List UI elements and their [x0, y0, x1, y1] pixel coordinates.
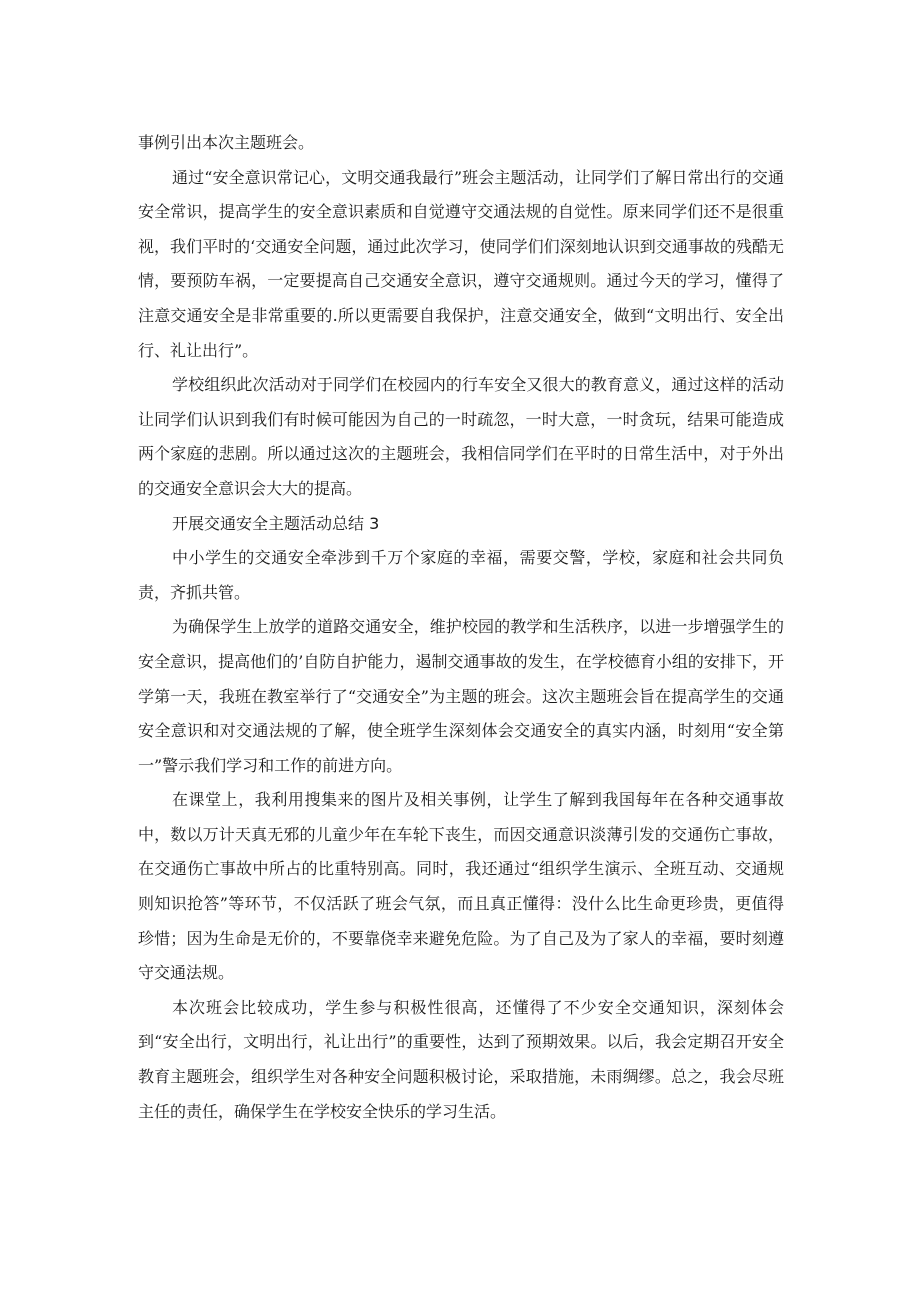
paragraph-classroom-activities: 在课堂上，我利用搜集来的图片及相关事例，让学生了解到我国每年在各种交通事故中，数以万计天真无邪的儿童少年在车轮下丧生，而因交通意识淡薄引发的交通伤亡事故，在交通伤亡事故中所占的比重特别高。同时，我还通过“组织学生演示、全班互动、交通规则知识抢答”等环节，不仅活跃了班会气氛，而且真正懂得：没什么比生命更珍贵，更值得珍惜；因为生命是无价的，不要靠侥幸来避免危险。为了自己及为了家人的幸福，要时刻遵守交通法规。 [138, 790, 784, 983]
paragraph-shared-responsibility: 中小学生的交通安全牵涉到千万个家庭的幸福，需要交警，学校，家庭和社会共同负责，齐抓共管。 [138, 548, 784, 602]
paragraph-activity-summary: 通过“安全意识常记心，文明交通我最行”班会主题活动，让同学们了解日常出行的交通安全常识，提高学生的安全意识素质和自觉遵守交通法规的自觉性。原来同学们还不是很重视，我们平时的‘交通安全问题，通过此次学习，使同学们们深刻地认识到交通事故的残酷无情，要预防车祸，一定要提高自己交通安全意识，遵守交通规则。通过今天的学习，懂得了注意交通安全是非常重要的.所以更需要自我保护，注意交通安全，做到“文明出行、安全出行、礼让出行”。 [138, 167, 784, 360]
paragraph-school-significance: 学校组织此次活动对于同学们在校园内的行车安全又很大的教育意义，通过这样的活动让同学们认识到我们有时候可能因为自己的一时疏忽，一时大意，一时贪玩，结果可能造成两个家庭的悲剧。所以通过这次的主题班会，我相信同学们在平时的日常生活中，对于外出的交通安全意识会大大的提高。 [138, 375, 784, 498]
paragraph-class-meeting-purpose: 为确保学生上放学的道路交通安全，维护校园的教学和生活秩序，以进一步增强学生的安全意识，提高他们的’自防自护能力，遏制交通事故的发生，在学校德育小组的安排下，开学第一天，我班在教室举行了“交通安全”为主题的班会。这次主题班会旨在提高学生的交通安全意识和对交通法规的了解，使全班学生深刻体会交通安全的真实内涵，时刻用“安全第一”警示我们学习和工作的前进方向。 [138, 617, 784, 775]
document-page [138, 126, 784, 1129]
section-heading: 开展交通安全主题活动总结 3 [172, 513, 380, 533]
paragraph-conclusion: 本次班会比较成功，学生参与积极性很高，还懂得了不少安全交通知识，深刻体会到“安全出行，文明出行，礼让出行”的重要性，达到了预期效果。以后，我会定期召开安全教育主题班会，组织学生对各种安全问题积极讨论，采取措施，未雨绸缪。总之，我会尽班主任的责任，确保学生在学校安全快乐的学习生活。 [138, 997, 784, 1121]
paragraph-intro-end: 事例引出本次主题班会。 [138, 133, 315, 152]
